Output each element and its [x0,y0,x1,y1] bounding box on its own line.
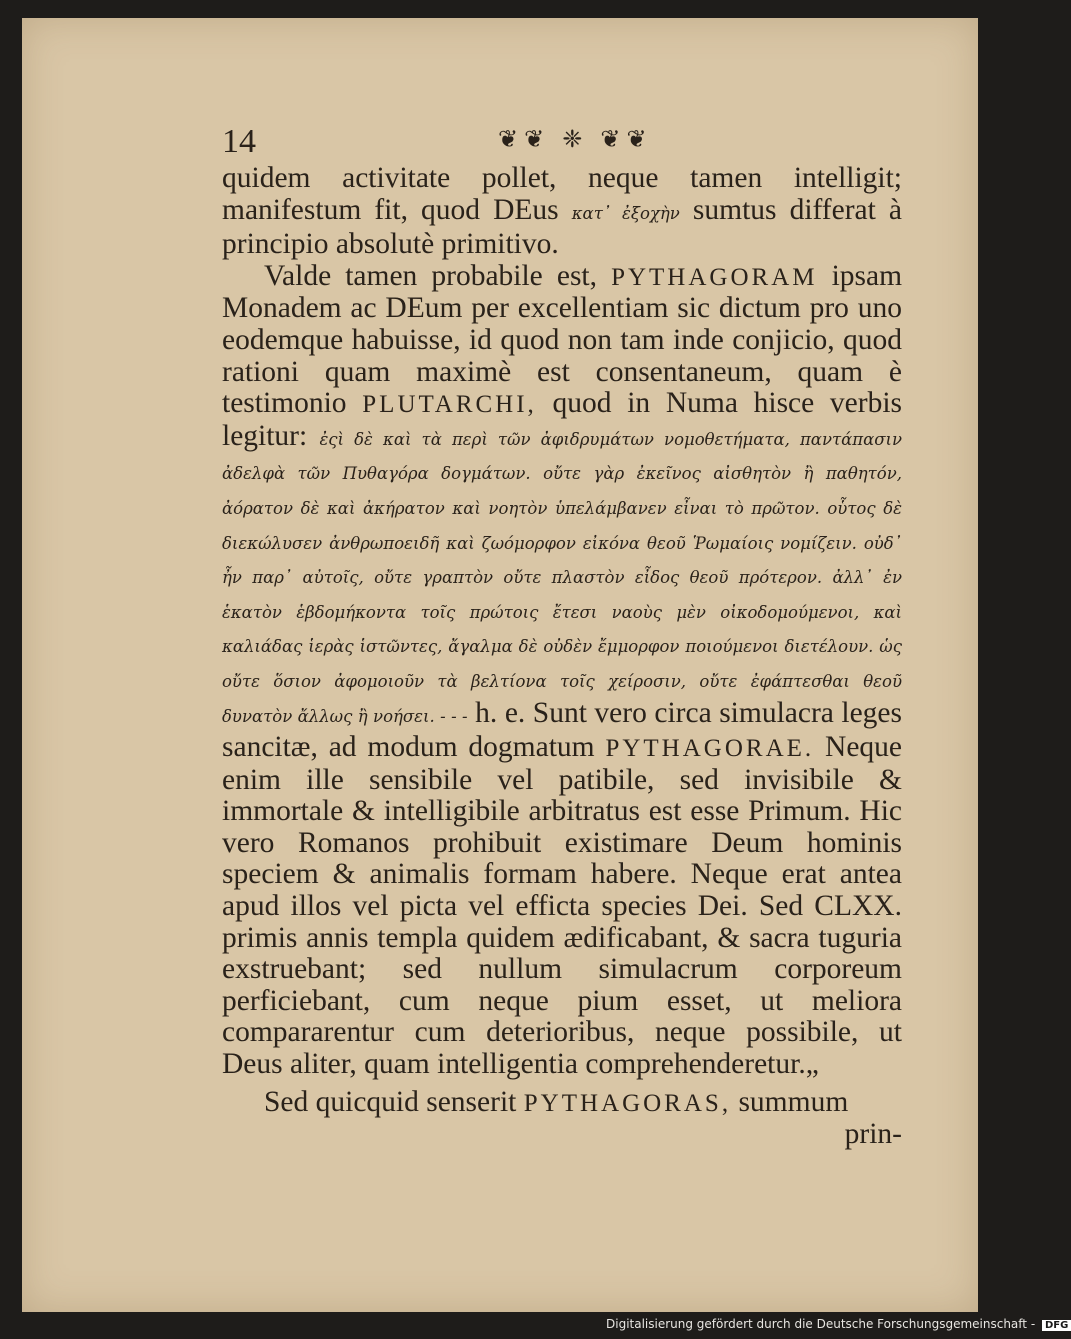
page-number: 14 [222,123,256,160]
digitization-credit [606,1317,1071,1331]
paragraph-3: Sed quicquid senserit PYTHAGORAS, summum [264,1085,849,1118]
dfg-logo-icon: DFG [1042,1320,1071,1331]
header-ornament: ❦❦ ❈ ❦❦ [498,127,653,153]
greek-quotation: ἐςὶ δὲ καὶ τὰ περὶ τῶν ἀφιδρυμάτων νομοθετήματα, παντάπασιν ἀδελφὰ τῶν Πυθαγόρα δογμάτων. οὔτε γὰρ ἐκεῖνος αἰσθητὸν ἢ παθητόν, ἀόρατον δὲ καὶ ἀκήρατον καὶ νοητὸν ὑπελάμβανεν εἶναι τὸ πρῶτον. οὗτος δὲ διεκώλυσεν ἀνθρωποειδῆ καὶ ζωόμορφον εἰκόνα θεοῦ Ῥωμαίοις νομίζειν. οὐδ᾽ ἦν παρ᾽ αὐτοῖς, οὔτε γραπτὸν οὔτε πλαστὸν εἶδος θεοῦ πρότερον. ἀλλ᾽ ἐν ἑκατὸν ἑβδομήκοντα τοῖς πρώτοις ἔτεσι ναοὺς μὲν οἰκοδομούμενοι, καὶ καλιάδας ἱερὰς ἱστῶντες, ἄγαλμα δὲ οὐδὲν ἔμμορφον ποιούμενοι διετέλουν. ὡς οὔτε ὅσιον ἀφομοιοῦν τὰ βελτίονα τοῖς χείροσιν, οὔτε ἐφάπτεσθαι θεοῦ δυνατὸν ἄλλως ἢ νοήσει. - - - [222,429,903,726]
book-page [22,18,978,1312]
name-plutarchi: PLUTARCHI, [362,391,537,419]
greek-phrase: κατ᾽ ἐξοχὴν [571,203,680,223]
page-content [222,123,902,1151]
name-pythagorae: PYTHAGORAE. [605,735,815,763]
name-pythagoras: PYTHAGORAS, [523,1089,732,1117]
paragraph-1: quidem activitate pollet, neque tamen intelligit; manifestum fit, quod DEus κατ᾽ ἐξοχὴν sumtus differat à principio absolutè primitivo. [222,162,903,261]
running-header [222,123,902,163]
name-pythagoram: PYTHAGORAM [611,263,818,291]
paragraph-2: Valde tamen probabile est, PYTHAGORAM ipsam Monadem ac DEum per excellentiam sic dictum pro uno eodemque habuisse, id quod non tam inde conjicio, quod rationi quam maximè est consentaneum, quam è testimonio PLUTARCHI, quod in Numa hisce verbis legitur: ἐςὶ δὲ καὶ τὰ περὶ τῶν ἀφιδρυμάτων νομοθετήματα, παντάπασιν ἀδελφὰ τῶν Πυθαγόρα δογμάτων. οὔτε γὰρ ἐκεῖνος αἰσθητὸν ἢ παθητόν, ἀόρατον δὲ καὶ ἀκήρατον καὶ νοητὸν ὑπελάμβανεν εἶναι τὸ πρῶτον. οὗτος δὲ διεκώλυσεν ἀνθρωποειδῆ καὶ ζωόμορφον εἰκόνα θεοῦ Ῥωμαίοις νομίζειν. οὐδ᾽ ἦν παρ᾽ αὐτοῖς, οὔτε γραπτὸν οὔτε πλαστὸν εἶδος θεοῦ πρότερον. ἀλλ᾽ ἐν ἑκατὸν ἑβδομήκοντα τοῖς πρώτοις ἔτεσι ναοὺς μὲν οἰκοδομούμενοι, καὶ καλιάδας ἱερὰς ἱστῶντες, ἄγαλμα δὲ οὐδὲν ἔμμορφον ποιούμενοι διετέλουν. ὡς οὔτε ὅσιον ἀφομοιοῦν τὰ βελτίονα τοῖς χείροσιν, οὔτε ἐφάπτεσθαι θεοῦ δυνατὸν ἄλλως ἢ νοήσει. - - - h. e. Sunt vero circa simulacra leges sancitæ, ad modum dogmatum PYTHAGORAE. Neque enim ille sensibile vel patibile, sed invisibile & immortale & intelligibile arbitratus est esse Primum. Hic vero Romanos prohibuit existimare Deum hominis speciem & animalis formam habere. Neque erat antea apud illos vel picta vel efficta species Dei. Sed CLXX. primis annis templa quidem ædificabant, & sacra tuguria exstruebant; sed nullum simulacrum corporeum perficiebant, cum neque pium esset, ut meliora compararentur cum deterioribus, neque possibile, ut Deus aliter, quam intelligentia comprehenderetur.„ [222,259,903,1081]
catchword: prin- [844,1118,902,1151]
credit-text: Digitalisierung gefördert durch die Deutsche Forschungsgemeinschaft - [606,1317,1036,1331]
body-text [222,163,902,1151]
